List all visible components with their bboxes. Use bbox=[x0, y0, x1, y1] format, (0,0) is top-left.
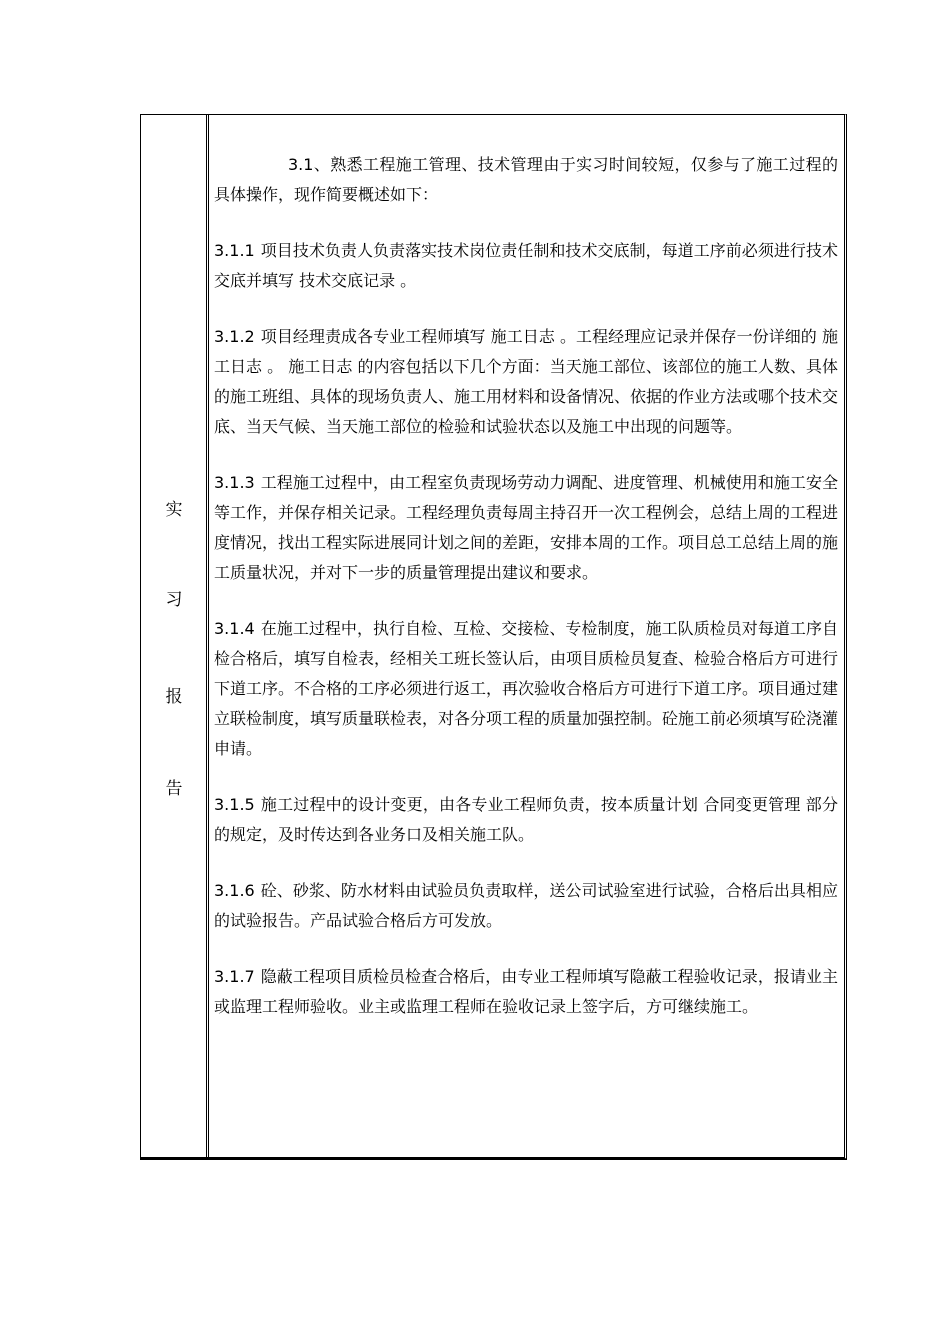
report-table bbox=[140, 114, 847, 1160]
label-char-2: 习 bbox=[165, 590, 183, 610]
item-paragraph bbox=[214, 790, 838, 850]
item-paragraph bbox=[214, 962, 838, 1022]
item-number: 3.1.5 bbox=[214, 795, 255, 814]
intro-paragraph bbox=[214, 150, 838, 210]
item-text: 项目经理责成各专业工程师填写 施工日志 。工程经理应记录并保存一份详细的 施工日志 。 施工日志 的内容包括以下几个方面：当天施工部位、该部位的施工人数、具体的施工班组、具体的现场负责人、施工用材料和设备情况、依据的作业方法或哪个技术交底、当天气候、当天施工部位的检验和试验状态以及施工中出现的问题等。 bbox=[214, 327, 839, 436]
item-text: 施工过程中的设计变更，由各专业工程师负责，按本质量计划 合同变更管理 部分的规定，及时传达到各业务口及相关施工队。 bbox=[214, 795, 838, 844]
item-text: 隐蔽工程项目质检员检查合格后，由专业工程师填写隐蔽工程验收记录，报请业主或监理工程师验收。业主或监理工程师在验收记录上签字后，方可继续施工。 bbox=[214, 967, 838, 1016]
label-char-1: 实 bbox=[165, 500, 183, 520]
item-paragraph bbox=[214, 236, 838, 296]
item-text: 砼、砂浆、防水材料由试验员负责取样，送公司试验室进行试验，合格后出具相应的试验报告。产品试验合格后方可发放。 bbox=[214, 881, 838, 930]
report-content bbox=[208, 115, 842, 1157]
item-number: 3.1.2 bbox=[214, 327, 255, 346]
item-number: 3.1.7 bbox=[214, 967, 255, 986]
item-paragraph bbox=[214, 614, 838, 764]
label-char-4: 告 bbox=[165, 779, 183, 799]
item-paragraph bbox=[214, 468, 838, 588]
intro-text: 、熟悉工程施工管理、技术管理由于实习时间较短，仅参与了施工过程的具体操作，现作简要概述如下： bbox=[214, 155, 838, 204]
item-number: 3.1.1 bbox=[214, 241, 255, 260]
item-paragraph bbox=[214, 876, 838, 936]
item-text: 在施工过程中，执行自检、互检、交接检、专检制度，施工队质检员对每道工序自检合格后，填写自检表，经相关工班长签认后，由项目质检员复查、检验合格后方可进行下道工序。不合格的工序必须进行返工，再次验收合格后方可进行下道工序。项目通过建立联检制度，填写质量联检表，对各分项工程的质量加强控制。砼施工前必须填写砼浇灌申请。 bbox=[214, 619, 839, 758]
intro-number: 3.1 bbox=[288, 155, 314, 174]
item-text: 工程施工过程中，由工程室负责现场劳动力调配、进度管理、机械使用和施工安全等工作，并保存相关记录。工程经理负责每周主持召开一次工程例会，总结上周的工程进度情况，找出工程实际进展同计划之间的差距，安排本周的工作。项目总工总结上周的施工质量状况，并对下一步的质量管理提出建议和要求。 bbox=[214, 473, 839, 582]
item-number: 3.1.4 bbox=[214, 619, 255, 638]
item-number: 3.1.3 bbox=[214, 473, 255, 492]
item-number: 3.1.6 bbox=[214, 881, 255, 900]
label-char-3: 报 bbox=[165, 687, 183, 707]
section-label-column bbox=[141, 115, 207, 1157]
item-text: 项目技术负责人负责落实技术岗位责任制和技术交底制，每道工序前必须进行技术交底并填写 技术交底记录 。 bbox=[214, 241, 838, 290]
item-paragraph bbox=[214, 322, 838, 442]
